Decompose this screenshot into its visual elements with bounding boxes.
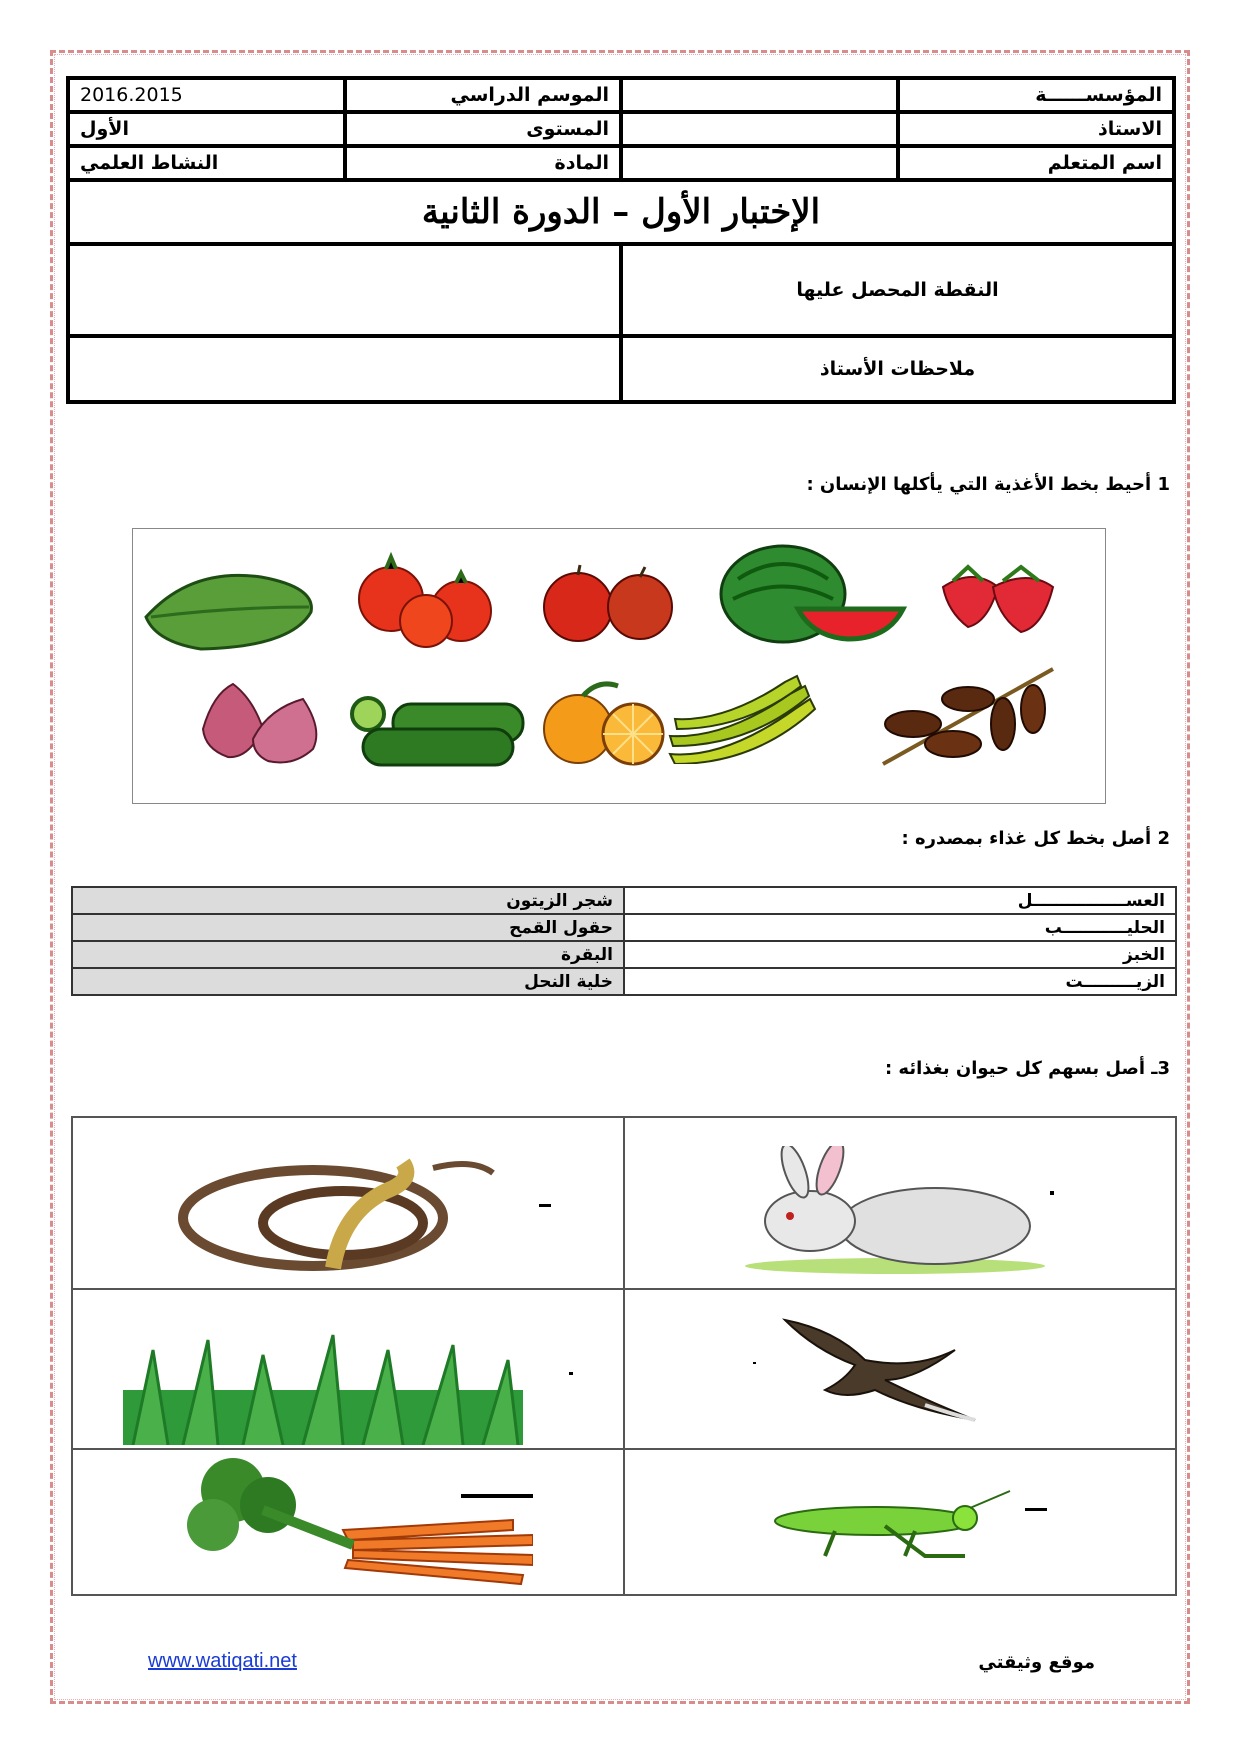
header-table — [66, 76, 1176, 404]
source-item[interactable]: حقول القمح — [72, 914, 624, 941]
source-item[interactable]: خلية النحل — [72, 968, 624, 995]
snake-image[interactable] — [173, 1148, 503, 1278]
food-item[interactable]: الخبز — [624, 941, 1176, 968]
website-link[interactable]: www.watiqati.net — [148, 1650, 297, 1672]
answer-dash — [461, 1494, 533, 1498]
grass-cell[interactable] — [72, 1289, 624, 1449]
remarks-label: ملاحظات الأستاذ — [621, 336, 1174, 402]
exam-title: الإختبار الأول – الدورة الثانية — [68, 180, 1174, 244]
lettuce-image[interactable] — [141, 557, 321, 657]
answer-dot — [1050, 1191, 1054, 1195]
animals-table — [71, 1116, 1177, 1596]
teacher-value[interactable] — [621, 112, 898, 146]
answer-dot — [753, 1362, 756, 1364]
rabbit-cell[interactable] — [624, 1117, 1176, 1289]
watermelon-image[interactable] — [718, 539, 908, 649]
source-item[interactable]: البقرة — [72, 941, 624, 968]
food-item[interactable]: الحليـــــــــــب — [624, 914, 1176, 941]
food-item[interactable]: الزيـــــــــت — [624, 968, 1176, 995]
institution-label: المؤسســــــة — [898, 78, 1175, 112]
student-name-label: اسم المتعلم — [898, 146, 1175, 180]
level-label: المستوى — [345, 112, 622, 146]
cucumber-image[interactable] — [343, 689, 533, 769]
bananas-image[interactable] — [665, 674, 825, 764]
matching-table — [71, 886, 1177, 996]
student-name-value[interactable] — [621, 146, 898, 180]
apples-image[interactable] — [538, 559, 678, 649]
rabbit-image[interactable] — [735, 1146, 1055, 1276]
answer-dash — [1025, 1508, 1047, 1511]
onions-image[interactable] — [193, 669, 333, 769]
question-2: 2 أصل بخط كل غذاء بمصدره : — [901, 828, 1170, 849]
grass-image[interactable] — [123, 1330, 523, 1445]
strawberries-image[interactable] — [933, 557, 1073, 637]
eagle-cell[interactable] — [624, 1289, 1176, 1449]
institution-value[interactable] — [621, 78, 898, 112]
carrot-image[interactable] — [173, 1450, 533, 1590]
answer-dot — [569, 1372, 573, 1375]
score-label: النقطة المحصل عليها — [621, 244, 1174, 336]
site-name: موقع وثيقتي — [978, 1652, 1095, 1673]
source-item[interactable]: شجر الزيتون — [72, 887, 624, 914]
subject-label: المادة — [345, 146, 622, 180]
answer-dash — [539, 1204, 551, 1207]
score-value[interactable] — [68, 244, 621, 336]
snake-cell[interactable] — [72, 1117, 624, 1289]
eagle-image[interactable] — [775, 1310, 995, 1430]
table-row — [72, 968, 1176, 995]
carrot-cell[interactable] — [72, 1449, 624, 1595]
food-item[interactable]: العســــــــــــــــل — [624, 887, 1176, 914]
question-1: 1 أحيط بخط الأغذية التي يأكلها الإنسان : — [806, 474, 1170, 495]
oranges-image[interactable] — [538, 674, 668, 769]
grasshopper-image[interactable] — [765, 1486, 1015, 1566]
table-row — [72, 941, 1176, 968]
dates-image[interactable] — [873, 664, 1063, 774]
season-label: الموسم الدراسي — [345, 78, 622, 112]
remarks-value[interactable] — [68, 336, 621, 402]
season-value: 2016.2015 — [68, 78, 345, 112]
food-images-box — [132, 528, 1106, 804]
tomatoes-image[interactable] — [351, 549, 511, 649]
table-row — [72, 887, 1176, 914]
grasshopper-cell[interactable] — [624, 1449, 1176, 1595]
question-3: 3ـ أصل بسهم كل حيوان بغذائه : — [884, 1058, 1170, 1079]
level-value: الأول — [68, 112, 345, 146]
table-row — [72, 914, 1176, 941]
subject-value: النشاط العلمي — [68, 146, 345, 180]
teacher-label: الاستاذ — [898, 112, 1175, 146]
